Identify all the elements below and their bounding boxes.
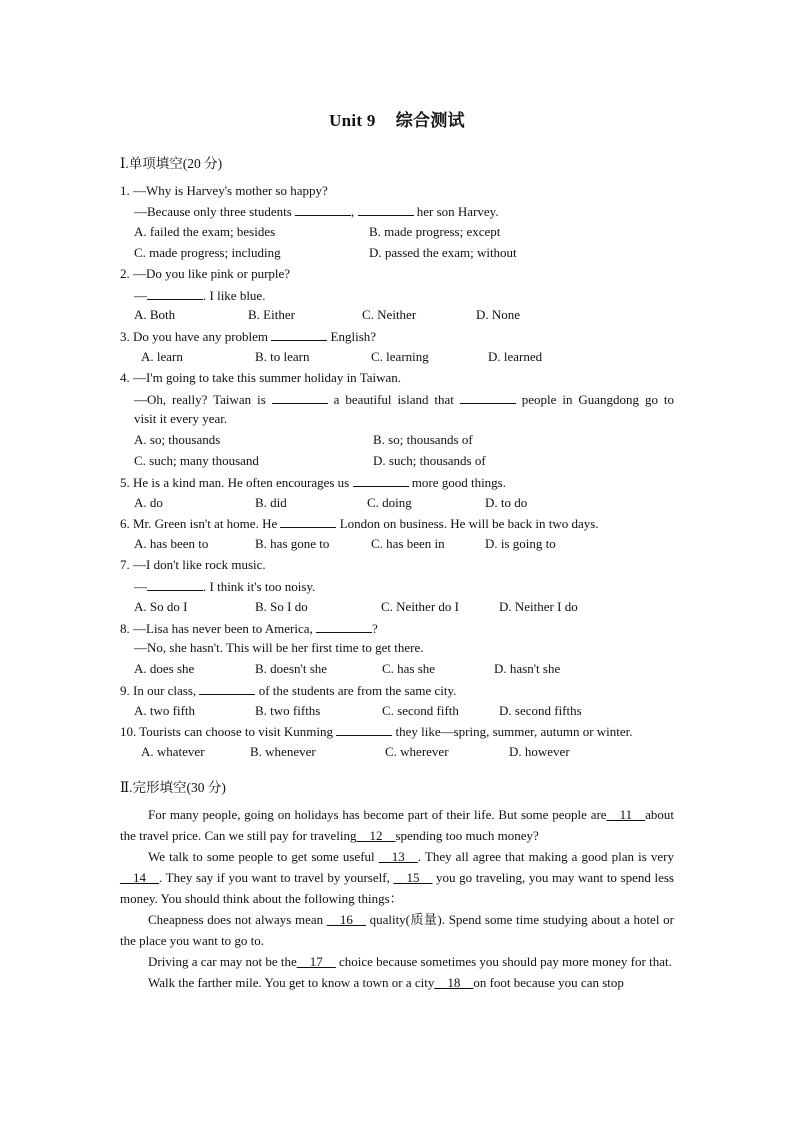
question-7-line	[120, 557, 266, 573]
question-text: 3. Do you have any problem	[120, 329, 272, 344]
question-3-option-D[interactable]: D. learned	[488, 349, 543, 364]
question-text: 2. —Do you like pink or purple?	[120, 266, 291, 281]
question-2-line	[134, 287, 265, 304]
question-9-option-A[interactable]: A. two fifth	[134, 703, 196, 718]
question-4-line	[120, 370, 401, 386]
passage-text: choice because sometimes you should pay more money for that.	[335, 954, 672, 969]
question-3-line	[120, 328, 376, 345]
question-7-line	[134, 578, 315, 595]
question-8-option-D[interactable]: D. hasn't she	[494, 661, 561, 676]
cloze-blank-18[interactable]: __18__	[434, 975, 474, 990]
question-text: a beautiful island that	[327, 392, 460, 407]
answer-blank[interactable]	[271, 328, 327, 341]
question-2-option-A[interactable]: A. Both	[134, 307, 176, 322]
question-7-option-D[interactable]: D. Neither I do	[499, 599, 578, 614]
question-text: English?	[327, 329, 377, 344]
answer-blank[interactable]	[316, 620, 372, 633]
question-1-option-D[interactable]: D. passed the exam; without	[369, 245, 517, 260]
answer-blank[interactable]	[460, 391, 516, 404]
question-5-option-C[interactable]: C. doing	[367, 495, 412, 510]
question-7-option-C[interactable]: C. Neither do I	[381, 599, 459, 614]
answer-blank[interactable]	[199, 682, 255, 695]
question-1-option-C[interactable]: C. made progress; including	[134, 245, 281, 260]
question-text: 7. —I don't like rock music.	[120, 557, 266, 572]
question-text: 10. Tourists can choose to visit Kunming	[120, 724, 337, 739]
passage-paragraph	[120, 846, 674, 909]
title-name: 综合测试	[395, 111, 465, 130]
question-5-option-D[interactable]: D. to do	[485, 495, 528, 510]
question-4-line	[134, 411, 227, 427]
question-text: of the students are from the same city.	[255, 683, 457, 698]
question-4-option-B[interactable]: B. so; thousands of	[373, 432, 473, 447]
answer-blank[interactable]	[280, 515, 336, 528]
question-6-option-D[interactable]: D. is going to	[485, 536, 556, 551]
question-6-option-A[interactable]: A. has been to	[134, 536, 209, 551]
question-4-option-D[interactable]: D. such; thousands of	[373, 453, 486, 468]
cloze-blank-17[interactable]: __17__	[296, 954, 336, 969]
question-4-option-C[interactable]: C. such; many thousand	[134, 453, 259, 468]
passage-paragraph	[120, 804, 674, 846]
question-10-option-C[interactable]: C. wherever	[385, 744, 449, 759]
question-6-line	[120, 515, 599, 532]
cloze-blank-16[interactable]: __16__	[326, 912, 366, 927]
cloze-blank-14[interactable]: __14__	[120, 870, 159, 885]
answer-blank[interactable]	[295, 203, 351, 216]
question-text: people in Guangdong go to	[515, 392, 674, 407]
question-text: they like—spring, summer, autumn or winter.	[392, 724, 633, 739]
question-8-line	[134, 640, 424, 656]
answer-blank[interactable]	[353, 474, 409, 487]
question-1-option-B[interactable]: B. made progress; except	[369, 224, 501, 239]
question-8-option-A[interactable]: A. does she	[134, 661, 195, 676]
passage-paragraph	[120, 972, 674, 993]
cloze-blank-15[interactable]: __15__	[393, 870, 433, 885]
question-10-option-A[interactable]: A. whatever	[141, 744, 205, 759]
cloze-passage	[120, 804, 674, 993]
question-text: . I think it's too noisy.	[203, 579, 316, 594]
answer-blank[interactable]	[336, 723, 392, 736]
passage-text: about the travel price. Can we still pay for traveling	[120, 807, 674, 843]
question-1-line	[134, 203, 499, 220]
question-2-option-D[interactable]: D. None	[476, 307, 521, 322]
question-text: —	[134, 579, 147, 594]
question-1-line	[120, 183, 328, 199]
question-3-option-A[interactable]: A. learn	[141, 349, 183, 364]
question-6-option-B[interactable]: B. has gone to	[255, 536, 330, 551]
question-8-option-B[interactable]: B. doesn't she	[255, 661, 328, 676]
question-3-option-B[interactable]: B. to learn	[255, 349, 310, 364]
passage-paragraph	[120, 909, 674, 951]
question-7-option-A[interactable]: A. So do I	[134, 599, 188, 614]
question-text: 8. —Lisa has never been to America,	[120, 621, 317, 636]
question-5-option-A[interactable]: A. do	[134, 495, 163, 510]
section-heading-single-choice: Ⅰ.单项填空(20 分)	[120, 156, 223, 171]
question-text: . I like blue.	[203, 288, 266, 303]
question-2-line	[120, 266, 290, 282]
cloze-blank-11[interactable]: __11__	[606, 807, 646, 822]
title-unit: Unit 9	[329, 111, 376, 130]
answer-blank[interactable]	[358, 203, 414, 216]
question-text: —	[134, 288, 147, 303]
question-text: 4. —I'm going to take this summer holiday in Taiwan.	[120, 370, 402, 385]
passage-text: Cheapness does not always mean	[148, 912, 327, 927]
question-2-option-C[interactable]: C. Neither	[362, 307, 417, 322]
passage-text: . They all agree that making a good plan is very	[417, 849, 674, 864]
cloze-blank-12[interactable]: __12__	[356, 828, 396, 843]
answer-blank[interactable]	[147, 578, 203, 591]
answer-blank[interactable]	[147, 287, 203, 300]
question-9-option-D[interactable]: D. second fifths	[499, 703, 582, 718]
passage-text: spending too much money?	[395, 828, 539, 843]
section-heading-cloze: Ⅱ.完形填空(30 分)	[120, 780, 226, 795]
passage-paragraph	[120, 951, 674, 972]
question-9-option-B[interactable]: B. two fifths	[255, 703, 321, 718]
passage-text: quality(质量). Spend some time studying about a hotel or the place you want to go to.	[120, 912, 674, 948]
question-text: London on business. He will be back in two days.	[336, 516, 599, 531]
question-10-line	[120, 723, 633, 740]
question-text: —No, she hasn't. This will be her first time to get there.	[134, 640, 424, 655]
question-7-option-B[interactable]: B. So I do	[255, 599, 308, 614]
question-text: more good things.	[408, 475, 506, 490]
question-4-line	[134, 391, 674, 408]
question-text: 9. In our class,	[120, 683, 200, 698]
question-9-option-C[interactable]: C. second fifth	[382, 703, 459, 718]
passage-text: . They say if you want to travel by yourself,	[159, 870, 394, 885]
question-text: 6. Mr. Green isn't at home. He	[120, 516, 281, 531]
question-10-option-B[interactable]: B. whenever	[250, 744, 316, 759]
question-3-option-C[interactable]: C. learning	[371, 349, 429, 364]
question-text: ,	[351, 204, 358, 219]
question-text: 1. —Why is Harvey's mother so happy?	[120, 183, 328, 198]
passage-text: Driving a car may not be the	[148, 954, 297, 969]
question-8-line	[120, 620, 378, 637]
question-text: ?	[372, 621, 378, 636]
page-title	[0, 106, 794, 131]
passage-text: We talk to some people to get some useful	[148, 849, 379, 864]
question-6-option-C[interactable]: C. has been in	[371, 536, 445, 551]
passage-text: you go traveling, you may want to spend less money. You should think about the following things：	[120, 870, 674, 906]
question-text: —Oh, really? Taiwan is	[134, 392, 272, 407]
question-text: 5. He is a kind man. He often encourages us	[120, 475, 353, 490]
question-text: her son Harvey.	[413, 204, 499, 219]
question-8-option-C[interactable]: C. has she	[382, 661, 436, 676]
question-text: —Because only three students	[134, 204, 296, 219]
passage-text: on foot because you can stop	[473, 975, 624, 990]
question-1-option-A[interactable]: A. failed the exam; besides	[134, 224, 276, 239]
question-10-option-D[interactable]: D. however	[509, 744, 570, 759]
question-5-option-B[interactable]: B. did	[255, 495, 287, 510]
passage-text: For many people, going on holidays has become part of their life. But some people are	[148, 807, 607, 822]
question-5-line	[120, 474, 506, 491]
question-2-option-B[interactable]: B. Either	[248, 307, 295, 322]
answer-blank[interactable]	[272, 391, 328, 404]
passage-text: Walk the farther mile. You get to know a town or a city	[148, 975, 435, 990]
question-4-option-A[interactable]: A. so; thousands	[134, 432, 221, 447]
question-9-line	[120, 682, 456, 699]
question-text: visit it every year.	[134, 411, 228, 426]
cloze-blank-13[interactable]: __13__	[378, 849, 418, 864]
